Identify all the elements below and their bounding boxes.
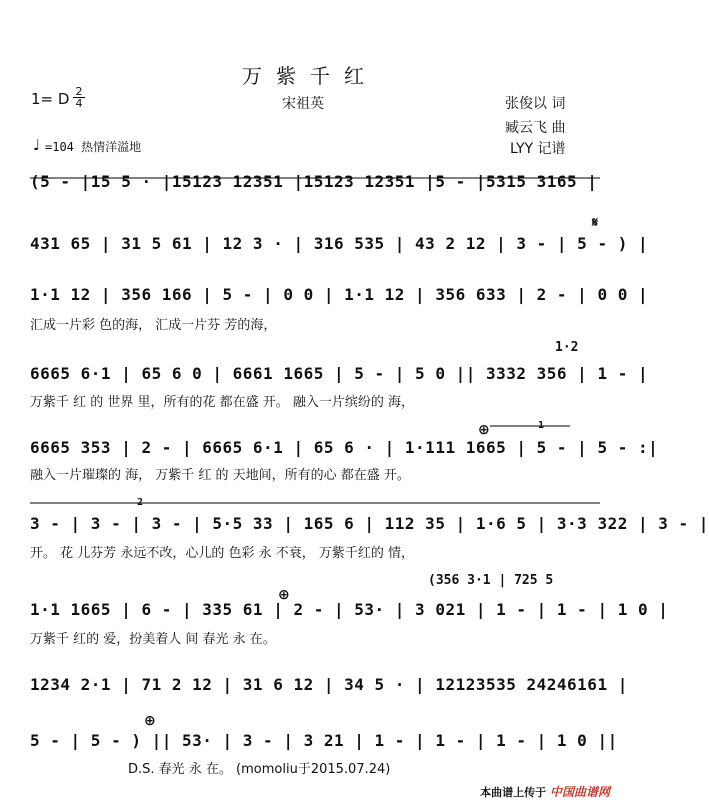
transcriber: LYY 记谱 [510,141,566,157]
quarter-note-icon: ♩ [33,136,41,154]
song-title: 万紫千红 [242,64,378,88]
time-signature-top: 2 [75,85,83,98]
segno-icon: 𝄋 [592,215,599,231]
composer: 臧云飞 曲 [505,120,566,136]
time-signature [73,86,85,109]
music-line-9: 5 - | 5 - ) || 53· | 3 - | 3 21 | 1 - | 1 - | 1 - | 1 0 || [30,731,618,750]
music-line-7: 1·1 1665 | 6 - | 335 61 | 2 - | 53· | 3 021 | 1 - | 1 - | 1 0 | [30,600,669,619]
lyric-line-4: 万紫千 红 的 世界 里，所有的花 都在盛 开。 融入一片缤纷的 海， [30,395,415,410]
music-line-2: 431 65 | 31 5 61 | 12 3 · | 316 535 | 43 2 12 | 3 - | 5 - ) | [30,234,649,253]
tempo-marking: =104 热情洋溢地 [45,140,142,154]
interlude-top-line: (356 3·1 | 725 5 [428,573,554,588]
music-line-4: 6665 6·1 | 65 6 0 | 6661 1665 | 5 - | 5 0 || 3332 356 | 1 - | [30,364,649,383]
site-logo: 中国曲谱网 [549,785,610,799]
coda-icon-1: ⊕ [478,422,490,438]
singer: 宋祖英 [282,96,324,112]
lyric-line-7: 万紫千 红的 爱，扮美着人 间 春光 永 在。 [30,632,276,647]
lyric-line-5: 融入一片璀璨的 海， 万紫千 红 的 天地间，所有的心 都在盛 开。 [30,468,410,483]
footer-watermark [480,783,610,800]
volta-1-label: 1·2 [555,340,579,355]
lyricist: 张俊以 词 [505,96,566,112]
key-signature: 1= D [31,90,70,108]
music-line-3: 1·1 12 | 356 166 | 5 - | 0 0 | 1·1 12 | 356 633 | 2 - | 0 0 | [30,285,649,304]
lyric-line-6: 开。 花 儿芬芳 永远不改，心儿的 色彩 永 不衰， 万紫千红的 情， [30,546,415,561]
volta-1-bracket-label: 1 [538,420,545,431]
volta-2-label: 2 [137,497,144,508]
lyric-line-9: D.S. 春光 永 在。 (momoliu于2015.07.24) [128,762,391,777]
lyric-line-3: 汇成一片彩 色的海， 汇成一片芬 芳的海， [30,318,277,333]
time-signature-bottom: 4 [73,97,85,109]
coda-icon-2: ⊕ [278,587,290,603]
music-line-5: 6665 353 | 2 - | 6665 6·1 | 65 6 · | 1·111 1665 | 5 - | 5 - :| [30,438,659,457]
music-line-6: 3 - | 3 - | 3 - | 5·5 33 | 165 6 | 112 35 | 1·6 5 | 3·3 322 | 3 - | [30,514,709,533]
music-line-1: (5 - |15 5 · |15123 12351 |15123 12351 |5 - |5315 3165 | [30,172,598,191]
coda-icon-3: ⊕ [144,713,156,729]
music-line-8: 1234 2·1 | 71 2 12 | 31 6 12 | 34 5 · | 12123535 24246161 | [30,675,628,694]
footer-prefix: 本曲谱上传于 [480,786,547,799]
